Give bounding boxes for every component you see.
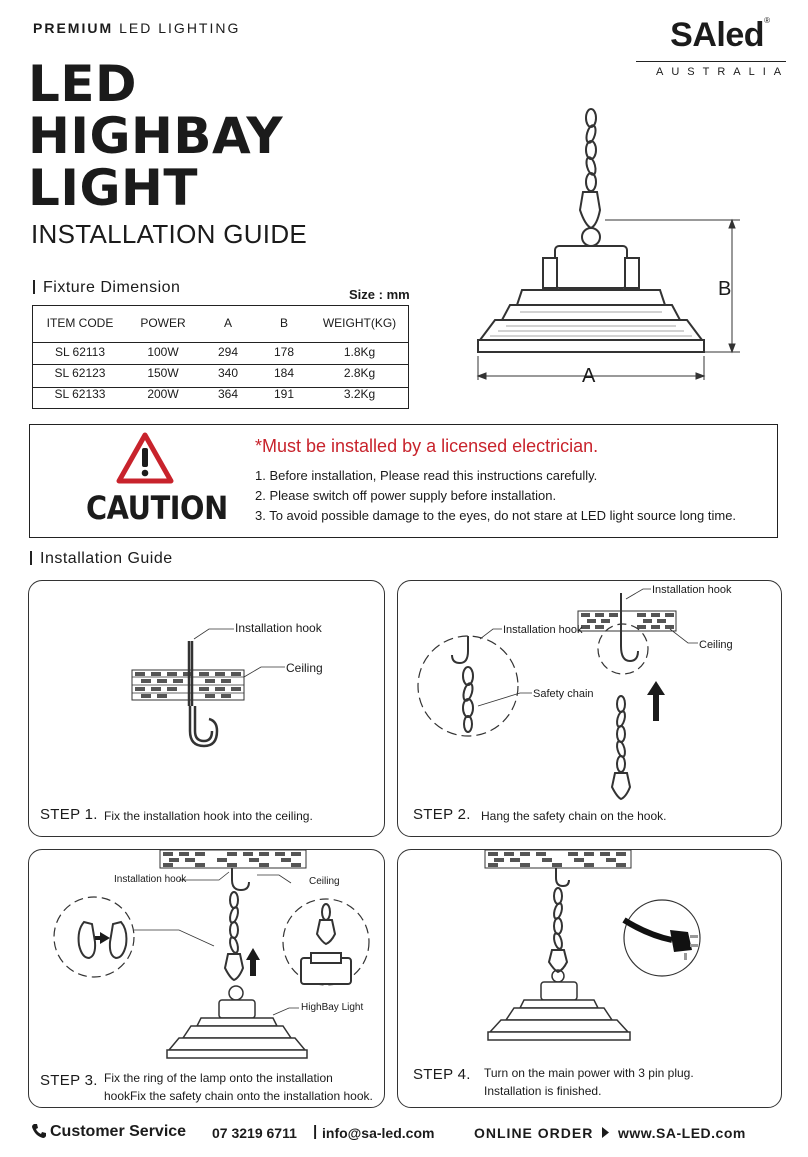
- table-cell: 150W: [147, 365, 179, 380]
- table-cell: 191: [273, 386, 295, 401]
- callout-safety-chain: Safety chain: [533, 688, 594, 700]
- tagline: [33, 20, 240, 36]
- step-3-card: [28, 849, 385, 1108]
- callout-installation-hook: Installation hook: [235, 621, 322, 635]
- page-subtitle: INSTALLATION GUIDE: [31, 219, 308, 249]
- table-cell: SL 62113: [54, 344, 106, 359]
- table-cell: 364: [217, 386, 239, 401]
- table-cell: 1.8Kg: [343, 344, 376, 359]
- title-line-1: LED: [28, 55, 138, 113]
- size-unit-label: Size : mm: [349, 287, 410, 302]
- heading-bar: [30, 551, 32, 565]
- hook-chain-icon: [549, 868, 569, 972]
- customer-service-label: Customer Service: [50, 1123, 187, 1140]
- step-2-card: [397, 580, 782, 837]
- caution-line-2: 2. Please switch off power supply before installation.: [255, 488, 557, 503]
- logo-subtitle: AUSTRALIA: [656, 66, 790, 78]
- highbay-light-icon: [488, 970, 630, 1040]
- guide-heading-text: Installation Guide: [40, 550, 173, 567]
- callout-installation-hook: Installation hook: [652, 584, 732, 596]
- online-order-label: ONLINE ORDER: [474, 1125, 594, 1141]
- chain-icon: [580, 109, 600, 246]
- fixture-top-detail-icon: [301, 904, 351, 984]
- table-row: [32, 383, 409, 404]
- logo-registered-mark: ®: [764, 16, 770, 25]
- table-cell: 100W: [147, 344, 179, 359]
- website-link[interactable]: www.SA-LED.com: [618, 1125, 746, 1141]
- table-cell: SL 62123: [54, 365, 106, 380]
- step-3-text-line-2: hookFix the safety chain onto the installation hook.: [104, 1089, 373, 1103]
- right-arrow-icon: [95, 932, 110, 944]
- ceiling-brick: [160, 850, 306, 868]
- col-header: A: [223, 316, 232, 330]
- tagline-rest: LED LIGHTING: [119, 20, 241, 36]
- chevron-right-icon: [601, 1127, 610, 1138]
- logo-name: SAled: [670, 16, 764, 54]
- step-4-label: STEP 4.: [413, 1066, 471, 1083]
- callout-highbay-light: HighBay Light: [301, 1002, 364, 1013]
- step-4-text-line-2: Installation is finished.: [484, 1084, 602, 1098]
- step-2-label: STEP 2.: [413, 806, 471, 823]
- step-1-text: Fix the installation hook into the ceiling.: [104, 809, 313, 823]
- ceiling-brick: [578, 611, 676, 631]
- dimension-table: [32, 305, 409, 404]
- fixture-dimension-drawing: [440, 100, 770, 390]
- table-cell: 340: [217, 365, 239, 380]
- highbay-light-icon: [167, 986, 307, 1058]
- step-3-leader-lines: [134, 872, 299, 1015]
- up-arrow-icon: [246, 948, 260, 976]
- col-header: B: [279, 316, 288, 330]
- email-link[interactable]: info@sa-led.com: [322, 1125, 435, 1141]
- col-header: WEIGHT(KG): [322, 316, 397, 330]
- callout-ceiling: Ceiling: [699, 639, 733, 651]
- page-title: [28, 55, 284, 217]
- table-row: [32, 341, 409, 362]
- callout-installation-hook: Installation hook: [114, 874, 187, 885]
- dimension-label-b: B: [718, 278, 732, 300]
- step-1-illustration: [29, 581, 386, 838]
- step-1-label: STEP 1.: [40, 806, 98, 823]
- tagline-bold: PREMIUM: [33, 20, 114, 36]
- guide-heading: [30, 550, 173, 568]
- col-header: ITEM CODE: [46, 316, 114, 330]
- hook-chain-detail-icon: [452, 636, 474, 732]
- step-4-text-line-1: Turn on the main power with 3 pin plug.: [484, 1066, 694, 1080]
- table-cell: 184: [273, 365, 295, 380]
- phone-icon: [31, 1123, 47, 1139]
- callout-ceiling: Ceiling: [286, 661, 323, 675]
- heading-bar: [33, 280, 35, 294]
- table-cell: 294: [217, 344, 239, 359]
- dimension-heading: [33, 279, 180, 297]
- step-3-label: STEP 3.: [40, 1072, 98, 1089]
- table-cell: 178: [273, 344, 295, 359]
- caution-line-3: 3. To avoid possible damage to the eyes, do not stare at LED light source long time.: [255, 508, 737, 523]
- col-header: POWER: [140, 316, 186, 330]
- title-line-2: HIGHBAY: [28, 107, 284, 165]
- step-4-card: [397, 849, 782, 1108]
- separator: |: [313, 1123, 318, 1140]
- caution-line-1: 1. Before installation, Please read this instructions carefully.: [255, 468, 598, 483]
- table-row: [32, 362, 409, 383]
- callout-ceiling: Ceiling: [309, 876, 340, 887]
- step-1-card: [28, 580, 385, 837]
- title-line-3: LIGHT: [28, 159, 198, 217]
- brand-logo: [636, 14, 790, 84]
- step-3-text-line-1: Fix the ring of the lamp onto the installation: [104, 1071, 333, 1085]
- warning-triangle-icon: [116, 432, 174, 484]
- dimension-label-a: A: [582, 365, 596, 387]
- caution-heading: *Must be installed by a licensed electrician.: [255, 436, 599, 456]
- caution-word: CAUTION: [86, 489, 228, 527]
- hook-chain-icon: [225, 868, 249, 980]
- up-arrow-icon: [647, 681, 665, 721]
- logo-rule: [636, 61, 786, 62]
- step-2-illustration: [398, 581, 783, 838]
- phone-number[interactable]: 07 3219 6711: [212, 1125, 297, 1141]
- step-2-text: Hang the safety chain on the hook.: [481, 809, 667, 823]
- table-cell: SL 62133: [54, 386, 106, 401]
- table-cell: 3.2Kg: [343, 386, 376, 401]
- callout-installation-hook: Installation hook: [503, 624, 583, 636]
- table-cell: 2.8Kg: [343, 365, 376, 380]
- safety-chain-icon: [612, 696, 630, 799]
- dimension-heading-text: Fixture Dimension: [43, 279, 181, 296]
- ceiling-brick: [485, 850, 631, 868]
- table-cell: 200W: [147, 386, 179, 401]
